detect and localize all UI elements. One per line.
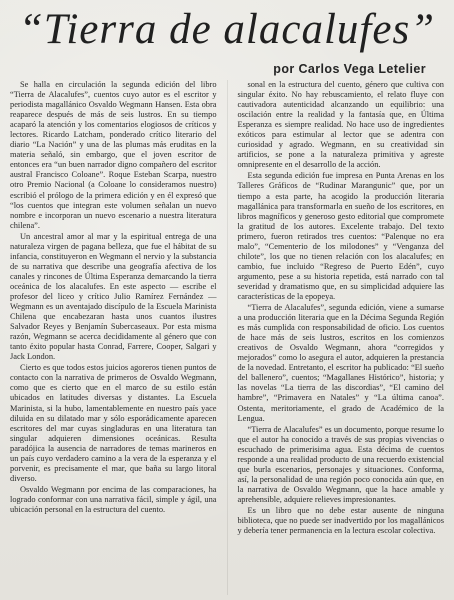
body-paragraph: Cierto es que todos estos juicios agoreros tienen puntos de contacto con la narrativa de primeros de Osvaldo Wegmann, como que es cierto que en el marco de su estilo están ubicados en latitudes diversas y distantes. La Escuela Marinista, si la hubo, lamentablemente en nuestro país yace diluida en su dilatado mar y sólo esporádicamente aparecen escritores del mar cuyas singladuras en una literatura tan singular adquieren dimensiones oceánicas. Resulta paradójica la ausencia de narradores de temas marineros en un país cuyo verdadero camino a la vera de la esperanza y el porvenir, es precisamente el mar, que baña su largo litoral diverso. — [10, 363, 217, 483]
body-paragraph: Un ancestral amor al mar y la espiritual entrega de una naturaleza virgen de pagana belleza, que fue el hábitat de su infancia, constituyeron en Wegmann el nervio y la substancia de su narrativa que describe una geografía afectiva de los canales y rincones de Última Esperanza demarcando la tierra oceánica de los alacalufes. En este aspecto — escribe el profesor del liceo y crítico Julio Ramírez Fernández — Wegmann es un aventajado discípulo de la Escuela Marinista Chilena que encabezaran hasta unos cuantos ilustres Salvador Reyes y Benjamín Subercaseaux. Por esta misma razón, Wegmann se acerca decididamente al género que con tanto éxito popular hasta Conrad, Farrere, Cooper, Salgari y Jack London. — [10, 231, 217, 362]
article-byline: por Carlos Vega Letelier — [273, 62, 426, 76]
right-column — [237, 80, 444, 595]
body-paragraph: Se halla en circulación la segunda edición del libro “Tierra de Alacalufes”, cuentos cuyo autor es el escritor y periodista magallánico Osvaldo Wegmann Hansen. Esta obra reaparece después de más de seis lustros. En su tiempo acaparó la atención y los comentarios elogiosos de críticos y lectores. Ricardo Latcham, ponderado crítico literario del diario “La Nación” y una de las plumas más eruditas en la materia señaló, sin embargo, que el joven escritor de entonces era “un buen narrador digno compañero del escritor austral Francisco Coloane”. Roque Esteban Scarpa, nuestro otro Premio Nacional (a Coloane lo consideramos nuestro) escribió el prólogo de la primera edición y en él expresó que “los cuentos que integran este volumen señalan un nuevo nombre e incorporan un nuevo escenario a nuestra literatura chilena”. — [10, 80, 217, 230]
left-column — [10, 80, 217, 595]
body-paragraph: “Tierra de Alacalufes” es un documento, porque resume lo que el autor ha conocido a través de sus propias vivencias o escuchado de primerisima agua. Esta décima de cuentos responde a una realidad producto de una recuerdo existencial que burla escenarios, personajes y situaciones. Conforma, así, la personalidad de una región poco conocida aún que, en la narrativa de Osvaldo Wegmann, que la hace amable y aprehensible, adquiere relieves impresionantes. — [237, 424, 444, 504]
column-divider — [227, 80, 228, 595]
article-body — [10, 80, 444, 595]
body-paragraph: Osvaldo Wegmann por encima de las comparaciones, ha logrado conformar con una narrativa fácil, simple y ágil, una ubicación personal en la estructura del cuento. — [10, 484, 217, 514]
article-headline: “Tierra de alacalufes” — [18, 6, 436, 53]
body-paragraph: sonal en la estructura del cuento, género que cultiva con singular éxito. No hay rebuscamiento, el relato fluye con cautivadora autenticidad alcanzando un equilibrio: una oscilación entre la realidad y la fantasía que, en Última Esperanza es siempre realidad. No hace uso de ingredientes exóticos para estimular al lector que se adentra con curiosidad y agrado. Wegmann, en su creatividad sin artificios, se pone a la naturaleza primitiva y agreste omnipresente en el desarrollo de la acción. — [237, 80, 444, 170]
body-paragraph: “Tierra de Alacalufes”, segunda edición, viene a sumarse a una producción literaria que en la Décima Segunda Región es más cumplida con responsabilidad de oficio. Los cuentos de hace más de seis lustros, escritos en los comienzos creativos de Osvaldo Wegmann, ahora “corregidos y mejorados” como lo asegura el autor, adquieren la prestancia de la novedad. Entretanto, el escritor ha publicado: “El sueño del ballenero”, cuentos; “Magallanes Histórico”, historia; y las novelas “La tierra de las discordias”, “El camino del hambre”, “Primavera en Natales” y “La última canoa”. Ostenta, meritoriamente, el grado de Académico de la Lengua. — [237, 303, 444, 423]
body-paragraph: Es un libro que no debe estar ausente de ninguna biblioteca, que no puede ser inadvertido por los magallánicos y debería tener permanencia en la lectura escolar colectiva. — [237, 505, 444, 536]
body-paragraph: Esta segunda edición fue impresa en Punta Arenas en los Talleres Gráficos de “Rudinar Marangunic” que, por un tiempo a esta parte, ha acogido la producción literaria magallánica para transformarla en sueño de los escritores, en libros magníficos y generoso gesto editorial que compromete la gratitud de los autores. Excelente trabajo. Del texto primero, fueron retirados tres cuentos: “Palenque no era malo”, “Cementerio de los milodones” y “Venganza del chilote”, los que no tienen relación con los alacalufes; en cambio, fue incluido “Regreso de Puerto Edén”, cuyo argumento, pese a su historia repetida, está narrado con tal severidad y dramatismo que, en su simplicidad adquiere las características de la epopeya. — [237, 171, 444, 301]
